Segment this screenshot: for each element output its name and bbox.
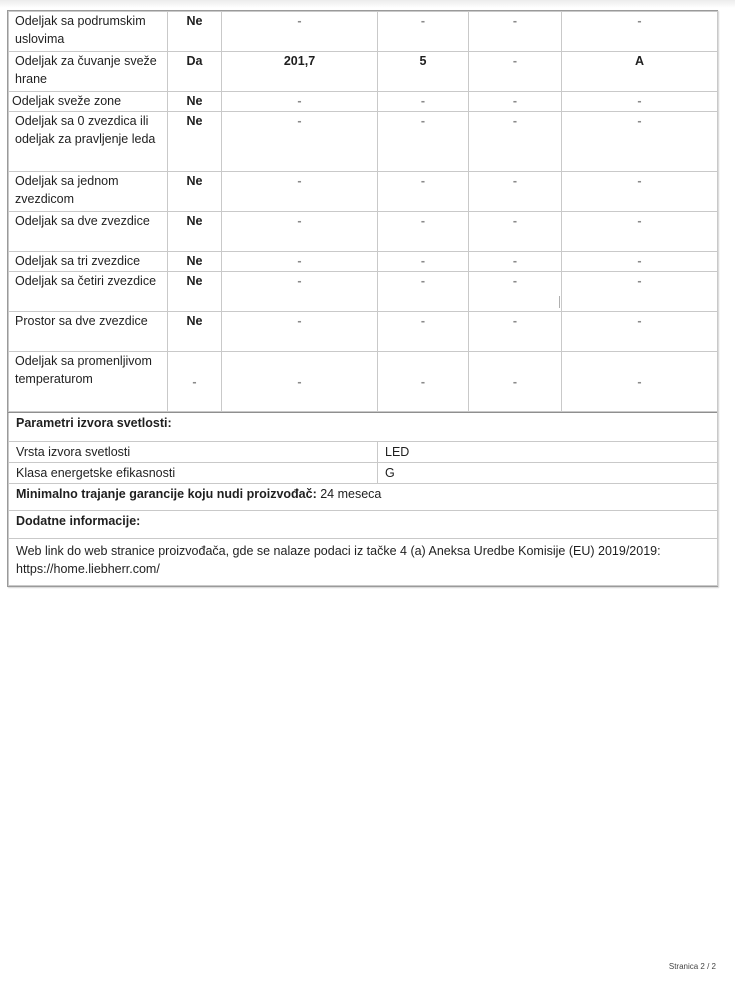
compartment-value-4: - bbox=[562, 272, 718, 312]
compartment-value-4: - bbox=[562, 92, 718, 112]
compartment-volume: - bbox=[222, 172, 378, 212]
compartment-value-4: - bbox=[562, 12, 718, 52]
compartment-value-2: - bbox=[378, 252, 469, 272]
compartment-name: Odeljak sa dve zvezdice bbox=[9, 212, 168, 252]
compartment-present: Ne bbox=[168, 112, 222, 172]
compartment-value-2: - bbox=[378, 172, 469, 212]
light-type-value: LED bbox=[378, 442, 718, 463]
compartment-volume: - bbox=[222, 352, 378, 412]
compartment-value-4: - bbox=[562, 252, 718, 272]
compartment-value-2: 5 bbox=[378, 52, 469, 92]
compartment-present: Ne bbox=[168, 12, 222, 52]
compartment-value-3: - bbox=[469, 172, 562, 212]
compartment-value-2: - bbox=[378, 272, 469, 312]
compartment-present: Ne bbox=[168, 252, 222, 272]
compartment-present: Ne bbox=[168, 272, 222, 312]
compartment-present: - bbox=[168, 352, 222, 412]
compartment-name: Odeljak sa jednom zvezdicom bbox=[9, 172, 168, 212]
light-section-title: Parametri izvora svetlosti: bbox=[9, 413, 718, 442]
compartment-value-3: - bbox=[469, 272, 562, 312]
compartment-volume: - bbox=[222, 272, 378, 312]
compartment-value-3: - bbox=[469, 112, 562, 172]
compartment-volume: 201,7 bbox=[222, 52, 378, 92]
energy-class-value: G bbox=[378, 463, 718, 484]
compartment-row bbox=[9, 272, 718, 312]
compartment-volume: - bbox=[222, 252, 378, 272]
warranty-label: Minimalno trajanje garancije koju nudi proizvođač: bbox=[16, 487, 317, 501]
compartment-row bbox=[9, 92, 718, 112]
light-type-label: Vrsta izvora svetlosti bbox=[9, 442, 378, 463]
compartment-row bbox=[9, 252, 718, 272]
compartment-value-3: - bbox=[469, 352, 562, 412]
light-row bbox=[9, 463, 718, 484]
compartment-value-4: - bbox=[562, 112, 718, 172]
compartment-volume: - bbox=[222, 212, 378, 252]
compartment-value-4: - bbox=[562, 212, 718, 252]
additional-row bbox=[9, 539, 718, 586]
stray-line bbox=[559, 296, 560, 308]
compartment-name: Odeljak sa podrumskim uslovima bbox=[9, 12, 168, 52]
compartment-value-3: - bbox=[469, 212, 562, 252]
compartment-volume: - bbox=[222, 12, 378, 52]
page-top-shade bbox=[0, 0, 735, 8]
compartment-name: Odeljak sa četiri zvezdice bbox=[9, 272, 168, 312]
compartment-value-2: - bbox=[378, 352, 469, 412]
compartment-present: Ne bbox=[168, 312, 222, 352]
compartment-volume: - bbox=[222, 312, 378, 352]
light-section-header bbox=[9, 413, 718, 442]
compartment-row bbox=[9, 12, 718, 52]
warranty-row bbox=[9, 484, 718, 511]
compartment-name: Odeljak sa promenljivom temperaturom bbox=[9, 352, 168, 412]
compartment-row bbox=[9, 112, 718, 172]
warranty-value: 24 meseca bbox=[316, 487, 382, 501]
additional-section-title: Dodatne informacije: bbox=[9, 511, 718, 539]
compartment-value-3: - bbox=[469, 252, 562, 272]
compartment-row bbox=[9, 352, 718, 412]
compartment-volume: - bbox=[222, 92, 378, 112]
page-number: Stranica 2 / 2 bbox=[668, 962, 716, 971]
energy-class-label: Klasa energetske efikasnosti bbox=[9, 463, 378, 484]
compartment-table bbox=[8, 11, 718, 412]
compartment-value-4: - bbox=[562, 352, 718, 412]
compartment-present: Ne bbox=[168, 172, 222, 212]
compartment-value-4: - bbox=[562, 172, 718, 212]
compartment-value-2: - bbox=[378, 212, 469, 252]
compartment-value-3: - bbox=[469, 52, 562, 92]
compartment-row bbox=[9, 52, 718, 92]
compartment-present: Da bbox=[168, 52, 222, 92]
product-info-sheet bbox=[7, 10, 718, 587]
compartment-value-2: - bbox=[378, 312, 469, 352]
compartment-value-2: - bbox=[378, 112, 469, 172]
compartment-name: Prostor sa dve zvezdice bbox=[9, 312, 168, 352]
compartment-value-3: - bbox=[469, 312, 562, 352]
compartment-name: Odeljak za čuvanje sveže hrane bbox=[9, 52, 168, 92]
info-table bbox=[8, 412, 718, 586]
compartment-value-3: - bbox=[469, 92, 562, 112]
compartment-row bbox=[9, 212, 718, 252]
additional-text: Web link do web stranice proizvođača, gde se nalaze podaci iz tačke 4 (a) Aneksa Uredbe Komisije (EU) 2019/2019: https://home.liebherr.com/ bbox=[9, 539, 718, 586]
compartment-volume: - bbox=[222, 112, 378, 172]
compartment-name: Odeljak sveže zone bbox=[9, 92, 168, 112]
compartment-value-4: - bbox=[562, 312, 718, 352]
compartment-value-2: - bbox=[378, 12, 469, 52]
compartment-value-4: A bbox=[562, 52, 718, 92]
light-row bbox=[9, 442, 718, 463]
compartment-value-2: - bbox=[378, 92, 469, 112]
compartment-name: Odeljak sa 0 zvezdica ili odeljak za pravljenje leda bbox=[9, 112, 168, 172]
compartment-name: Odeljak sa tri zvezdice bbox=[9, 252, 168, 272]
compartment-present: Ne bbox=[168, 212, 222, 252]
additional-section-header bbox=[9, 511, 718, 539]
compartment-present: Ne bbox=[168, 92, 222, 112]
compartment-row bbox=[9, 172, 718, 212]
compartment-value-3: - bbox=[469, 12, 562, 52]
compartment-row bbox=[9, 312, 718, 352]
